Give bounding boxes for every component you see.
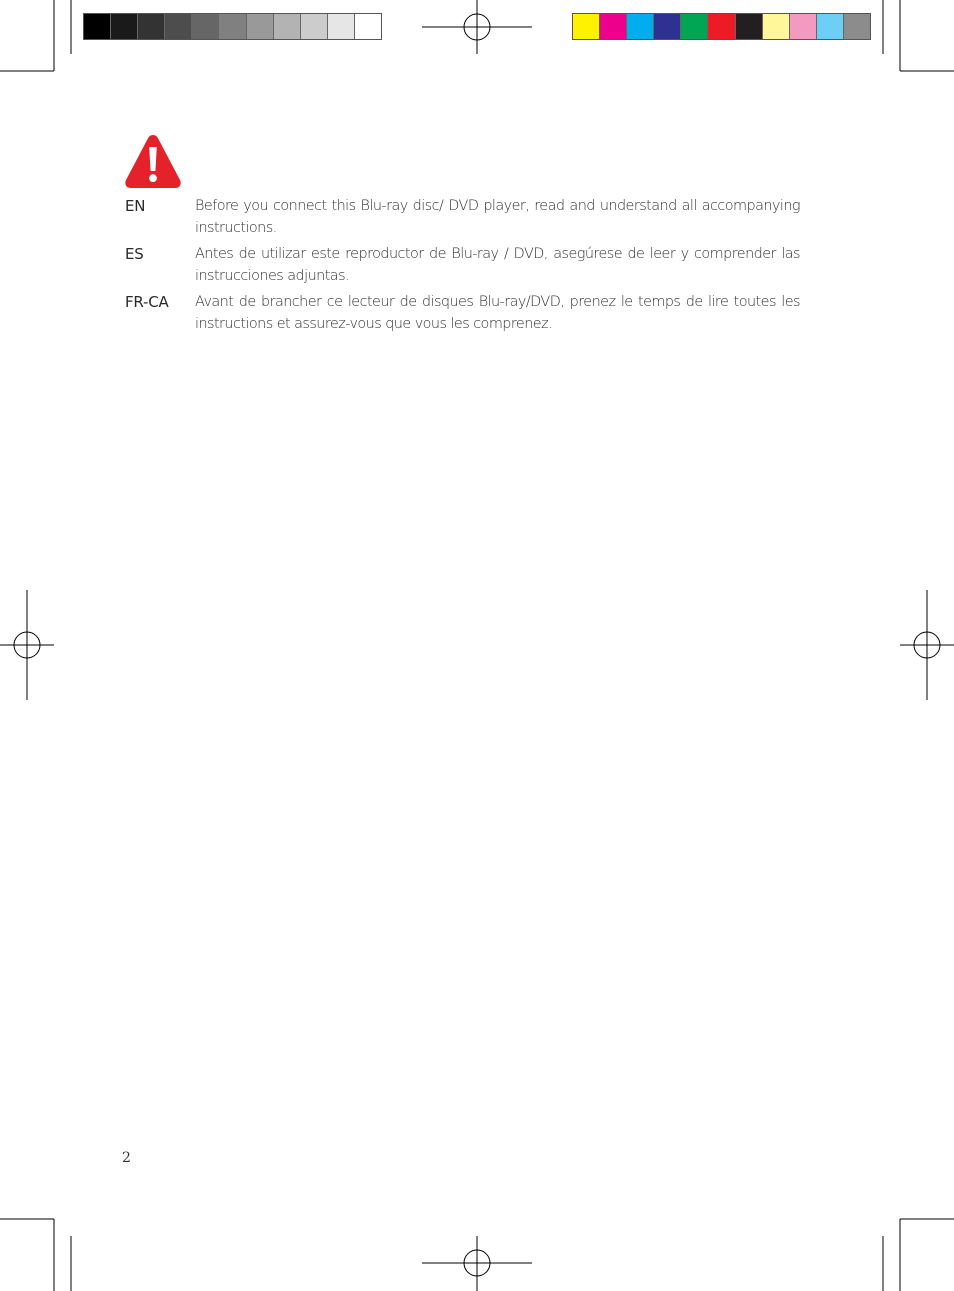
grayscale-color-bar	[83, 13, 382, 40]
process-swatch-5	[681, 14, 708, 39]
warning-triangle-icon	[124, 133, 182, 191]
notice-fr-ca	[125, 291, 800, 335]
process-swatch-7	[736, 14, 763, 39]
notice-text-es: Antes de utilizar este reproductor de Blu-ray / DVD, asegúrese de leer y comprender las instrucciones adjuntas.	[195, 246, 800, 284]
language-code-en: EN	[125, 197, 146, 215]
safety-notice-list	[125, 195, 800, 339]
grayscale-swatch-10	[328, 14, 355, 39]
process-swatch-6	[708, 14, 735, 39]
process-swatch-2	[600, 14, 627, 39]
grayscale-swatch-9	[301, 14, 328, 39]
page-number: 2	[122, 1150, 131, 1166]
process-swatch-11	[844, 14, 870, 39]
notice-text-fr-ca: Avant de brancher ce lecteur de disques Blu-ray/DVD, prenez le temps de lire toutes les instructions et assurez-vous que vous les comprenez.	[195, 294, 800, 332]
process-color-bar	[572, 13, 871, 40]
process-swatch-8	[763, 14, 790, 39]
notice-text-en: Before you connect this Blu-ray disc/ DVD player, read and understand all accompanying instructions.	[195, 198, 800, 236]
process-swatch-9	[790, 14, 817, 39]
grayscale-swatch-1	[84, 14, 111, 39]
grayscale-swatch-2	[111, 14, 138, 39]
grayscale-swatch-3	[138, 14, 165, 39]
grayscale-swatch-6	[219, 14, 246, 39]
language-code-fr-ca: FR-CA	[125, 293, 169, 311]
notice-es	[125, 243, 800, 287]
process-swatch-4	[654, 14, 681, 39]
grayscale-swatch-8	[274, 14, 301, 39]
grayscale-swatch-5	[192, 14, 219, 39]
grayscale-swatch-7	[247, 14, 274, 39]
language-code-es: ES	[125, 245, 144, 263]
grayscale-swatch-11	[355, 14, 381, 39]
notice-en	[125, 195, 800, 239]
process-swatch-1	[573, 14, 600, 39]
process-swatch-10	[817, 14, 844, 39]
process-swatch-3	[627, 14, 654, 39]
grayscale-swatch-4	[165, 14, 192, 39]
